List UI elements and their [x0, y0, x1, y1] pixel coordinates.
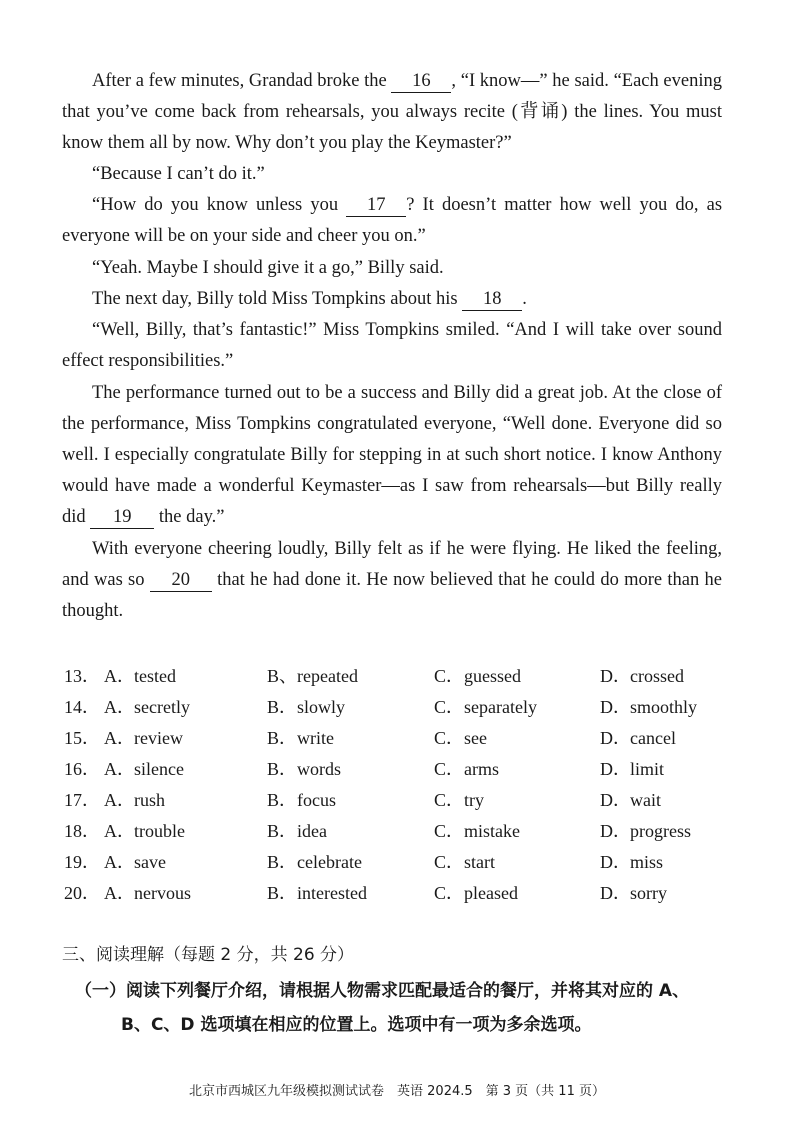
answer-option[interactable]: [267, 724, 334, 750]
option-letter: B．: [267, 852, 298, 872]
option-letter: B．: [267, 790, 298, 810]
option-letter: A．: [104, 666, 135, 686]
blank-17: 17: [346, 194, 406, 217]
passage-paragraph-8: With everyone cheering loudly, Billy felt as if he were flying. He liked the feeling, and was so 20 that he had done it. He now believed that he could do more than he thought.: [62, 539, 722, 621]
answer-option[interactable]: [434, 662, 521, 688]
answer-option[interactable]: [267, 693, 345, 719]
question-number: 19．: [64, 852, 100, 872]
option-text: rush: [134, 790, 165, 810]
answer-option[interactable]: [267, 662, 358, 688]
option-text: secretly: [134, 697, 190, 717]
option-letter: D．: [600, 759, 631, 779]
option-text: celebrate: [297, 852, 362, 872]
passage-paragraph-3: “How do you know unless you 17 ? It doesn’t matter how well you do, as everyone will be on your side and cheer you on.”: [62, 195, 723, 246]
answer-option[interactable]: [104, 879, 191, 905]
answer-option[interactable]: [434, 755, 499, 781]
option-letter: B．: [267, 697, 298, 717]
option-text: crossed: [630, 666, 684, 686]
option-text: idea: [297, 821, 327, 841]
answer-option[interactable]: [600, 786, 661, 812]
option-text: write: [297, 728, 334, 748]
option-text: mistake: [464, 821, 520, 841]
option-letter: D．: [600, 852, 631, 872]
option-text: tested: [134, 666, 176, 686]
option-text: sorry: [630, 883, 667, 903]
option-text: words: [297, 759, 341, 779]
option-text: arms: [464, 759, 499, 779]
question-number: 17．: [64, 790, 100, 810]
option-letter: C．: [434, 697, 465, 717]
question-number: 13．: [64, 666, 100, 686]
answer-option[interactable]: [600, 848, 663, 874]
answer-option[interactable]: [434, 848, 495, 874]
answer-option[interactable]: [267, 879, 367, 905]
option-letter: C．: [434, 759, 465, 779]
option-letter: B、: [267, 666, 298, 686]
option-letter: B．: [267, 728, 298, 748]
option-letter: C．: [434, 821, 465, 841]
option-letter: C．: [434, 790, 465, 810]
answer-option[interactable]: [104, 755, 184, 781]
option-text: focus: [297, 790, 336, 810]
answer-option[interactable]: [600, 879, 667, 905]
option-text: silence: [134, 759, 184, 779]
passage-paragraph-1: After a few minutes, Grandad broke the 16 , “I know—” he said. “Each evening that you’ve come back from rehearsals, you always recite (背诵) the lines. You must know them all by now. Why don’t you play the Keymaster?”: [62, 71, 722, 153]
question-row: [62, 875, 742, 906]
option-text: try: [464, 790, 484, 810]
option-letter: A．: [104, 821, 135, 841]
question-number: 18．: [64, 821, 100, 841]
option-text: interested: [297, 883, 367, 903]
answer-option[interactable]: [267, 755, 341, 781]
answer-option[interactable]: [267, 848, 362, 874]
option-text: wait: [630, 790, 661, 810]
answer-option[interactable]: [267, 817, 327, 843]
question-row: [62, 844, 742, 875]
option-letter: A．: [104, 759, 135, 779]
option-text: cancel: [630, 728, 676, 748]
option-text: review: [134, 728, 183, 748]
question-row: [62, 689, 742, 720]
option-text: pleased: [464, 883, 518, 903]
option-text: slowly: [297, 697, 346, 717]
option-letter: C．: [434, 666, 465, 686]
answer-option[interactable]: [104, 724, 183, 750]
blank-20: 20: [150, 569, 212, 592]
option-text: progress: [630, 821, 691, 841]
option-letter: D．: [600, 697, 631, 717]
question-row: [62, 751, 742, 782]
option-letter: A．: [104, 728, 135, 748]
question-number: 16．: [64, 759, 100, 779]
option-letter: C．: [434, 852, 465, 872]
answer-option[interactable]: [104, 662, 176, 688]
answer-option[interactable]: [600, 755, 664, 781]
option-text: limit: [630, 759, 665, 779]
passage-paragraph-7: The performance turned out to be a success and Billy did a great job. At the close of the performance, Miss Tompkins congratulated everyone, “Well done. Everyone did so well. I especially congratulate Billy for stepping in at such short notice. I know Anthony would have made a wonderful Keymaster—as I saw from rehearsals—but Billy really did 19 the day.”: [62, 383, 722, 527]
option-letter: D．: [600, 790, 631, 810]
option-text: trouble: [134, 821, 185, 841]
option-letter: D．: [600, 883, 631, 903]
passage-paragraph-2: “Because I can’t do it.”: [92, 164, 265, 184]
option-letter: B．: [267, 883, 298, 903]
section-instructions: （一）阅读下列餐厅介绍，请根据人物需求匹配最适合的餐厅，并将其对应的 A、 B、C、D 选项填在相应的位置上。选项中有一项为多余选项。: [75, 981, 690, 1035]
answer-option[interactable]: [600, 724, 676, 750]
answer-option[interactable]: [104, 786, 165, 812]
option-letter: D．: [600, 666, 631, 686]
option-letter: C．: [434, 728, 465, 748]
answer-option[interactable]: [600, 662, 684, 688]
blank-18: 18: [462, 288, 522, 311]
answer-option[interactable]: [600, 817, 691, 843]
option-text: nervous: [134, 883, 191, 903]
option-text: miss: [630, 852, 664, 872]
answer-option[interactable]: [104, 693, 190, 719]
option-text: see: [464, 728, 487, 748]
question-row: [62, 658, 742, 689]
option-letter: D．: [600, 728, 631, 748]
option-letter: D．: [600, 821, 631, 841]
question-number: 14．: [64, 697, 100, 717]
option-letter: A．: [104, 852, 135, 872]
passage-paragraph-5: The next day, Billy told Miss Tompkins about his 18 .: [92, 289, 527, 309]
answer-option[interactable]: [434, 817, 520, 843]
question-row: [62, 782, 742, 813]
question-number: 15．: [64, 728, 100, 748]
option-text: guessed: [464, 666, 521, 686]
option-letter: A．: [104, 697, 135, 717]
blank-19: 19: [90, 506, 154, 529]
answer-option[interactable]: [267, 786, 336, 812]
answer-option[interactable]: [434, 724, 487, 750]
option-text: separately: [464, 697, 537, 717]
option-text: repeated: [297, 666, 358, 686]
answer-option[interactable]: [434, 786, 484, 812]
page-footer: 北京市西城区九年级模拟测试试卷 英语 2024.5 第 3 页（共 11 页）: [189, 1084, 605, 1099]
option-letter: A．: [104, 790, 135, 810]
blank-16: 16: [391, 70, 451, 93]
answer-option[interactable]: [104, 817, 185, 843]
passage-paragraph-4: “Yeah. Maybe I should give it a go,” Billy said.: [92, 258, 444, 278]
answer-option[interactable]: [600, 693, 697, 719]
question-row: [62, 720, 742, 751]
answer-option[interactable]: [104, 848, 166, 874]
option-letter: B．: [267, 759, 298, 779]
question-number: 20．: [64, 883, 100, 903]
option-letter: B．: [267, 821, 298, 841]
option-text: smoothly: [630, 697, 698, 717]
option-letter: A．: [104, 883, 135, 903]
answer-option[interactable]: [434, 879, 518, 905]
answer-option[interactable]: [434, 693, 537, 719]
question-row: [62, 813, 742, 844]
options-list: [62, 658, 742, 906]
option-letter: C．: [434, 883, 465, 903]
option-text: save: [134, 852, 166, 872]
section-title: 三、阅读理解（每题 2 分，共 26 分）: [62, 945, 355, 965]
option-text: start: [464, 852, 495, 872]
passage-paragraph-6: “Well, Billy, that’s fantastic!” Miss Tompkins smiled. “And I will take over sound effect responsibilities.”: [62, 320, 722, 371]
